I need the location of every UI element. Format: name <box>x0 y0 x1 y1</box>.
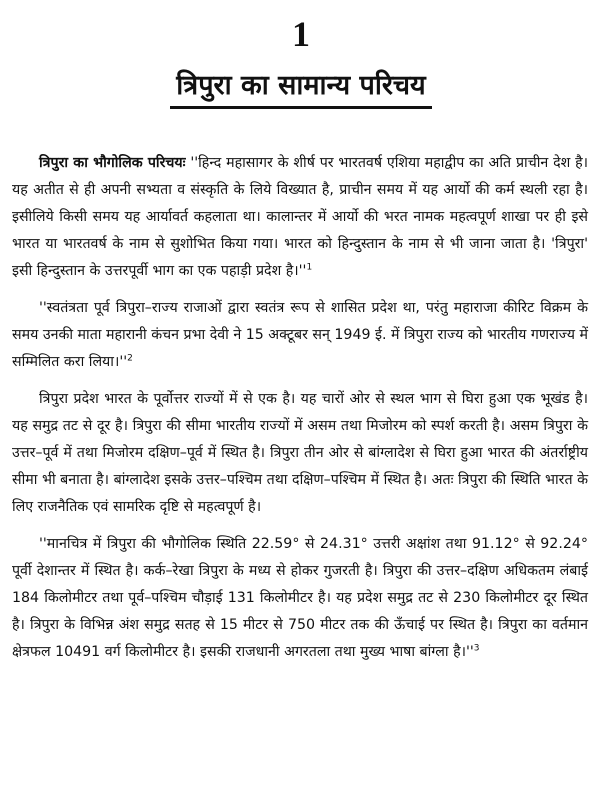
footnote-marker: 3 <box>473 643 480 654</box>
paragraph-text: ''हिन्द महासागर के शीर्ष पर भारतवर्ष एशिया महाद्वीप का अति प्राचीन देश है। यह अतीत से ही अपनी सभ्यता व संस्कृति के लिये विख्यात है, प्राचीन समय में यह आर्यो की कर्म स्थली रहा है। इसीलिये किसी समय यह आर्यावर्त कहलाता था। कालान्तर में आर्यो की भरत नामक महत्वपूर्ण शाखा पर ही इसे भारत या भारतवर्ष के नाम से सुशोभित किया गया। भारत को हिन्दुस्तान के नाम से भी जाना जाता है। 'त्रिपुरा' इसी हिन्दुस्तान के उत्तरपूर्वी भाग का एक पहाड़ी प्रदेश है।'' <box>12 155 589 279</box>
section-subheading: त्रिपुरा का भौगोलिक परिचयः <box>39 155 186 171</box>
chapter-number: 1 <box>292 14 310 54</box>
paragraph-text: ''मानचित्र में त्रिपुरा की भौगोलिक स्थिति 22.59° से 24.31° उत्तरी अक्षांश तथा 91.12° से 92.24° पूर्वी देशान्तर में स्थित है। कर्क–रेखा त्रिपुरा के मध्य से होकर गुजरती है। त्रिपुरा की उत्तर–दक्षिण अधिकतम लंबाई 184 किलोमीटर तथा पूर्व–पश्चिम चौड़ाई 131 किलोमीटर है। यह प्रदेश समुद्र तट से 230 किलोमीटर दूर स्थित है। त्रिपुरा के विभिन्न अंश समुद्र सतह से 15 मीटर से 750 मीटर तक की ऊँचाई पर स्थित है। त्रिपुरा का वर्तमान क्षेत्रफल 10491 वर्ग किलोमीटर है। इसकी राजधानी अगरतला तथा मुख्य भाषा बांग्ला है।'' <box>12 536 588 660</box>
chapter-title: त्रिपुरा का सामान्य परिचय <box>170 68 431 109</box>
paragraph-text: ''स्वतंत्रता पूर्व त्रिपुरा–राज्य राजाओं द्वारा स्वतंत्र रूप से शासित प्रदेश था, परंतु महाराजा कीरिट विक्रम के समय उनकी माता महारानी कंचन प्रभा देवी ने 15 अक्टूबर सन् 1949 ई. में त्रिपुरा राज्य को भारतीय गणराज्य में सम्मिलित करा लिया।'' <box>12 300 588 370</box>
footnote-marker: 1 <box>306 262 313 273</box>
paragraph-geography-intro <box>12 150 588 285</box>
paragraph-borders <box>12 386 588 521</box>
paragraph-location <box>12 531 588 666</box>
paragraph-independence <box>12 295 588 376</box>
footnote-marker: 2 <box>127 353 133 364</box>
chapter-title-wrap <box>12 68 590 109</box>
paragraph-text: त्रिपुरा प्रदेश भारत के पूर्वोत्तर राज्यों में से एक है। यह चारों ओर से स्थल भाग से घिरा हुआ एक भूखंड है। यह समुद्र तट से दूर है। त्रिपुरा की सीमा भारतीय राज्यों में असम तथा मिजोरम को स्पर्श करती है। असम त्रिपुरा के उत्तर–पूर्व में तथा मिजोरम दक्षिण–पूर्व में स्थित है। त्रिपुरा तीन ओर से बांग्लादेश से घिरा हुआ भारत की अंतर्राष्ट्रीय सीमा भी बनाता है। बांग्लादेश इसके उत्तर–पश्चिम तथा दक्षिण–पश्चिम में स्थित है। अतः त्रिपुरा की स्थिति भारत के लिए राजनैतिक एवं सामरिक दृष्टि से महत्वपूर्ण है। <box>12 391 588 515</box>
chapter-body <box>12 150 588 676</box>
